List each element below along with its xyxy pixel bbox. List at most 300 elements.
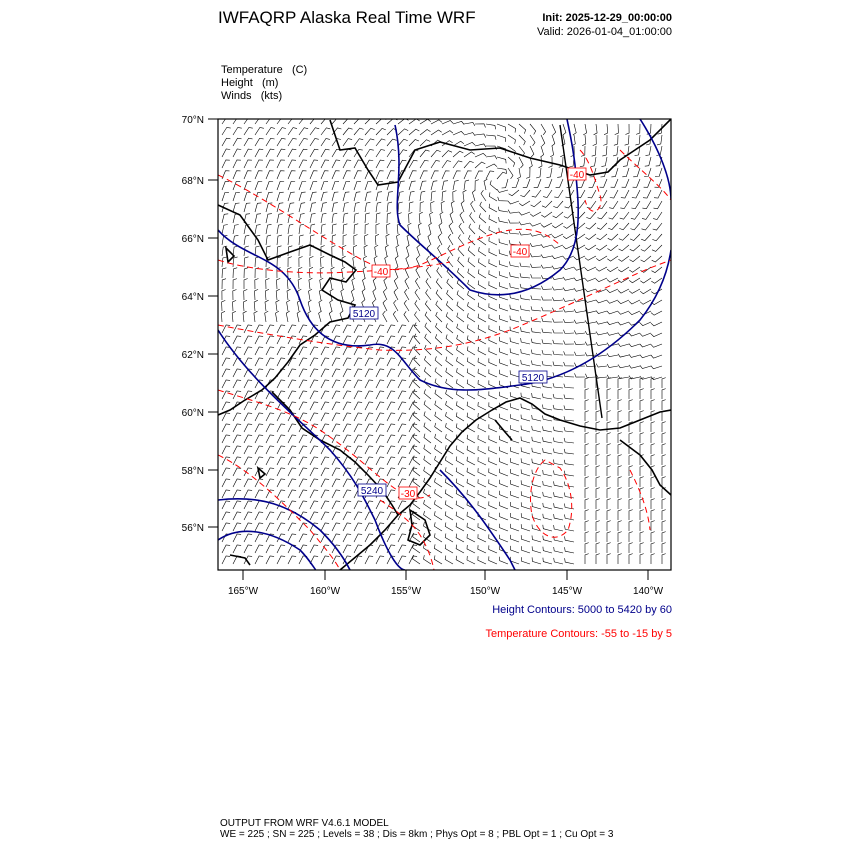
wind-barb: [387, 380, 395, 388]
wind-barb: [453, 161, 462, 168]
wind-barb: [222, 149, 230, 157]
wind-barb: [446, 357, 453, 366]
wind-barb: [543, 481, 552, 487]
wind-barb: [332, 181, 339, 190]
wind-barb: [554, 525, 563, 531]
wind-barb: [509, 240, 519, 245]
wind-barb: [478, 325, 486, 333]
wind-barb: [321, 224, 326, 234]
wind-barb: [376, 150, 385, 158]
wind-barb: [651, 543, 655, 553]
wind-barb: [574, 352, 585, 356]
wind-barb: [478, 391, 486, 399]
wind-barb: [468, 269, 475, 278]
wind-barb: [500, 469, 508, 476]
wind-barb: [543, 492, 552, 498]
wind-barb: [521, 513, 530, 520]
wind-barb: [543, 514, 552, 520]
wind-barb: [424, 445, 431, 454]
wind-barbs: [221, 117, 665, 564]
wind-barb: [467, 358, 475, 367]
wind-barb: [266, 138, 275, 146]
wind-barb: [277, 336, 285, 344]
wind-barb: [629, 488, 633, 498]
wind-barb: [277, 182, 284, 191]
wind-barb: [409, 435, 417, 443]
wind-barb: [424, 401, 431, 411]
wind-barb: [509, 261, 519, 267]
wind-barb: [596, 256, 607, 261]
wind-barb: [651, 344, 662, 347]
wind-barb: [386, 234, 390, 245]
wind-barb: [431, 160, 440, 168]
wind-barb: [321, 347, 329, 355]
wind-barb: [409, 347, 417, 355]
wind-barb: [596, 411, 600, 421]
wind-barb: [354, 380, 362, 388]
wind-barb: [365, 139, 374, 146]
wind-barb: [413, 422, 420, 432]
wind-barb: [435, 368, 442, 378]
wind-barb: [640, 400, 644, 410]
wind-barb: [640, 554, 644, 564]
wind-barb: [310, 545, 318, 553]
wind-barb: [429, 223, 432, 234]
wind-barb: [332, 424, 340, 432]
wind-barb: [431, 150, 441, 157]
wind-barb: [299, 192, 306, 201]
wind-barb: [418, 223, 421, 234]
wind-barb: [543, 190, 552, 198]
wind-barb: [456, 501, 464, 509]
wind-barb: [343, 160, 351, 168]
wind-barb: [332, 325, 340, 333]
wind-barb: [591, 157, 596, 167]
wind-barb: [467, 380, 475, 388]
wind-barb: [445, 523, 453, 532]
wind-barb: [299, 182, 306, 191]
wind-barb: [479, 213, 486, 223]
wind-barb: [563, 277, 574, 280]
wind-barb: [629, 477, 633, 487]
wind-barb: [541, 254, 552, 257]
wind-barb: [255, 556, 263, 564]
wind-barb: [585, 352, 596, 356]
wind-barb: [629, 543, 633, 553]
wind-barb: [244, 203, 250, 212]
wind-barb: [375, 234, 379, 245]
wind-barb: [596, 278, 607, 282]
wind-barb: [288, 490, 296, 498]
wind-barb: [365, 336, 373, 344]
wind-barb: [489, 556, 497, 564]
wind-barb: [425, 312, 431, 322]
wind-barb: [321, 457, 329, 465]
wind-barb: [629, 333, 640, 336]
wind-barb: [553, 201, 563, 208]
temperature-contour-label: [511, 245, 529, 258]
wind-barb: [233, 424, 241, 432]
wind-barb: [244, 192, 251, 201]
wind-barb: [640, 444, 644, 454]
wind-barb: [618, 400, 622, 410]
wind-barb: [288, 257, 292, 267]
wind-barb: [575, 373, 586, 377]
temperature-contour-label: [568, 168, 586, 181]
wind-barb: [446, 323, 453, 333]
wind-barb: [511, 546, 520, 553]
wind-barb: [343, 139, 352, 146]
wind-barb: [299, 117, 308, 124]
wind-barb: [398, 380, 406, 388]
wind-barb: [321, 117, 331, 124]
wind-barb: [277, 117, 286, 124]
wind-barb: [498, 197, 508, 201]
wind-barb: [332, 347, 340, 355]
wind-barb: [414, 323, 420, 333]
wind-barb: [554, 514, 563, 520]
wind-barb: [609, 212, 618, 219]
wind-barb: [585, 488, 589, 498]
wind-barb: [622, 168, 629, 177]
wind-barb: [604, 124, 608, 135]
wind-barb: [343, 235, 347, 245]
wind-barb: [456, 479, 464, 487]
wind-barb: [585, 521, 589, 531]
wind-barb: [542, 350, 552, 355]
wind-barb: [651, 444, 655, 454]
field-unit: (kts): [260, 90, 283, 102]
wind-barb: [426, 278, 431, 289]
wind-barb: [255, 268, 259, 278]
wind-barb: [445, 556, 453, 564]
wind-barb: [266, 380, 274, 388]
wind-barb: [321, 369, 329, 377]
temperature-contours-legend: Temperature Contours: -55 to -15 by 5: [485, 628, 672, 640]
wind-barb: [446, 301, 453, 311]
wind-barb: [255, 512, 263, 520]
wind-barb: [310, 213, 316, 223]
wind-barb: [467, 556, 475, 564]
wind-barb: [222, 225, 228, 235]
wind-barb: [641, 256, 651, 262]
wind-barb: [489, 347, 497, 355]
wind-barb: [310, 117, 320, 124]
wind-barb: [321, 181, 328, 190]
wind-barb: [486, 171, 494, 179]
wind-barb: [244, 446, 252, 454]
wind-barb: [299, 160, 307, 168]
wind-barb: [478, 402, 486, 410]
wind-barb: [607, 422, 611, 432]
wind-barb: [398, 446, 406, 454]
wind-barb: [354, 446, 362, 454]
wind-barb: [662, 400, 666, 410]
wind-barb: [651, 477, 655, 487]
wind-barb: [288, 192, 295, 201]
wind-barb: [266, 336, 274, 344]
wind-barb: [434, 544, 442, 553]
wind-barb: [519, 157, 523, 168]
wind-barb: [453, 191, 457, 202]
wind-barb: [434, 511, 442, 520]
wind-barb: [565, 547, 575, 553]
wind-barb: [299, 325, 307, 333]
wind-barb: [343, 523, 351, 531]
wind-barb: [453, 151, 463, 157]
wind-barb: [500, 480, 508, 487]
wind-barb: [573, 124, 576, 135]
wind-barb: [607, 499, 611, 509]
wind-barb: [397, 234, 400, 245]
wind-barb: [541, 223, 552, 227]
wind-barb: [540, 146, 543, 157]
wind-barb: [442, 131, 453, 135]
wind-barb: [419, 212, 423, 223]
wind-barb: [532, 503, 541, 509]
wind-barb: [321, 479, 329, 487]
wind-barb: [489, 204, 497, 212]
wind-barb: [553, 470, 563, 476]
wind-barb: [255, 128, 264, 136]
wind-barb: [618, 354, 629, 357]
wind-barb: [409, 446, 417, 454]
wind-barb: [457, 368, 465, 377]
wind-barb: [610, 190, 618, 198]
wind-barb: [341, 278, 344, 289]
wind-barb: [376, 413, 384, 421]
wind-barb: [553, 329, 563, 333]
wind-barb: [409, 202, 413, 212]
wind-barb: [320, 278, 324, 289]
wind-barb: [489, 391, 497, 399]
wind-barb: [596, 466, 600, 476]
wind-barb: [607, 532, 611, 542]
wind-barb: [445, 489, 453, 498]
wind-barb: [255, 545, 263, 553]
wind-barb: [603, 135, 607, 145]
wind-barb: [500, 524, 508, 531]
wind-barb: [288, 468, 296, 476]
wind-barb: [288, 523, 296, 531]
wind-barb: [607, 433, 611, 443]
wind-barb: [413, 456, 420, 465]
wind-barb: [553, 212, 563, 218]
wind-barb: [574, 341, 585, 345]
wind-barb: [332, 246, 336, 257]
wind-barb: [365, 424, 373, 432]
wind-barb: [354, 213, 359, 223]
wind-barb: [265, 311, 269, 322]
axis-ticks: [208, 119, 648, 580]
temperature-contour-lines: [218, 150, 671, 570]
wind-barb: [586, 234, 597, 240]
wind-barb: [456, 435, 464, 444]
wind-barb: [553, 351, 563, 355]
wind-barb: [521, 426, 530, 433]
wind-barb: [420, 191, 425, 201]
wind-barb: [321, 501, 329, 509]
wind-barb: [254, 311, 258, 322]
wind-barb: [543, 448, 552, 454]
wind-barb: [277, 446, 285, 454]
wind-barb: [500, 458, 508, 465]
wind-barb: [420, 202, 424, 212]
wind-barb: [596, 267, 607, 271]
wind-barb: [457, 313, 464, 322]
wind-barb: [297, 311, 300, 322]
wind-barb: [457, 291, 464, 301]
wind-barb: [266, 369, 274, 377]
wind-barb: [531, 306, 541, 311]
wind-barb: [385, 245, 388, 256]
wind-barb: [457, 268, 464, 278]
wind-barb: [607, 256, 618, 261]
wind-barb: [329, 311, 332, 322]
wind-barb: [489, 512, 497, 520]
wind-barb: [585, 411, 589, 421]
wind-barb: [512, 179, 519, 188]
wind-barb: [508, 168, 513, 179]
wind-barb: [244, 457, 252, 465]
wind-barb: [457, 324, 464, 333]
wind-barb: [343, 224, 347, 234]
wind-barb: [585, 455, 589, 465]
wind-barb: [510, 469, 519, 476]
wind-barb: [510, 480, 519, 487]
wind-barb: [332, 160, 340, 168]
wind-barb: [523, 179, 530, 187]
wind-barb: [596, 554, 600, 564]
x-tick-label: 140°W: [632, 586, 664, 597]
wind-barb: [233, 435, 241, 443]
wind-barb: [244, 490, 252, 498]
wind-barb: [640, 466, 644, 476]
wind-barb: [332, 213, 337, 223]
wind-barb: [436, 323, 443, 333]
wind-barb: [532, 459, 541, 465]
wind-barb: [343, 117, 353, 124]
wind-barb: [420, 181, 426, 190]
wind-barb: [442, 151, 452, 157]
wind-barb: [662, 378, 666, 388]
wind-barb: [613, 146, 618, 156]
wind-barb: [552, 223, 563, 228]
wind-barb: [585, 400, 589, 410]
wind-barb: [652, 256, 662, 262]
wind-barb: [445, 511, 453, 520]
wind-barb: [308, 300, 311, 311]
wind-barb: [424, 511, 431, 520]
x-axis-labels: [228, 586, 664, 597]
height-contour-label: [519, 371, 547, 384]
wind-barb: [521, 458, 530, 465]
wind-barb: [607, 267, 618, 272]
wind-barb: [489, 281, 497, 289]
wind-barb: [343, 358, 351, 366]
wind-barb: [618, 554, 622, 564]
wind-barb: [574, 267, 585, 270]
wind-barb: [343, 181, 350, 190]
wind-barb: [478, 380, 486, 388]
wind-barb: [376, 402, 384, 410]
wind-barb: [500, 491, 508, 498]
wind-barb: [376, 213, 380, 223]
wind-barb: [321, 380, 329, 388]
wind-barb: [564, 362, 574, 366]
wind-barb: [552, 135, 555, 146]
wind-barb: [517, 168, 521, 179]
wind-barb: [585, 532, 589, 542]
wind-barb: [288, 479, 296, 487]
wind-barb: [244, 127, 253, 135]
wind-barb: [541, 244, 552, 247]
svg-text:5120: 5120: [352, 309, 376, 320]
wind-barb: [521, 393, 530, 399]
wind-barb: [530, 223, 541, 226]
wind-barb: [425, 345, 431, 355]
wind-barb: [222, 413, 230, 421]
wind-barb: [467, 457, 475, 465]
wind-barb: [288, 128, 297, 135]
wind-barb: [376, 202, 381, 212]
wind-barb: [354, 325, 362, 333]
wind-barb: [521, 447, 530, 454]
wind-barb: [434, 533, 442, 542]
wind-barb: [618, 488, 622, 498]
wind-barb: [585, 389, 589, 399]
wind-barb: [510, 359, 519, 366]
wind-barb: [310, 479, 318, 487]
wind-barb: [557, 168, 563, 177]
wind-barb: [387, 325, 395, 333]
x-tick-label: 150°W: [469, 586, 501, 597]
wind-barb: [445, 467, 453, 476]
wind-barb: [244, 358, 252, 366]
wind-barb: [519, 212, 530, 215]
wind-barb: [321, 424, 329, 432]
wind-barb: [531, 350, 541, 355]
wind-barb: [532, 557, 541, 564]
wind-barb: [365, 358, 373, 366]
wind-barb: [277, 128, 286, 135]
wind-barb: [233, 413, 241, 421]
wind-barb: [310, 512, 318, 520]
wind-barb: [489, 468, 497, 476]
wind-barb: [398, 435, 406, 443]
wind-barb: [424, 367, 431, 377]
wind-barb: [607, 353, 618, 356]
wind-barb: [553, 405, 563, 410]
wind-barb: [445, 545, 453, 554]
wind-barb: [310, 256, 314, 267]
wind-barb: [406, 256, 409, 267]
wind-barb: [500, 337, 509, 344]
wind-barb: [563, 298, 574, 302]
wind-barb: [376, 435, 384, 443]
wind-barb: [222, 279, 226, 289]
wind-barb: [310, 358, 318, 366]
wind-barb: [288, 446, 296, 454]
wind-barb: [387, 160, 395, 168]
wind-barb: [266, 128, 275, 136]
wind-barb: [266, 149, 274, 157]
y-axis-labels: [182, 115, 204, 534]
wind-barb: [489, 457, 497, 465]
wind-barb: [445, 534, 453, 543]
wind-barb: [542, 201, 552, 207]
wind-barb: [575, 223, 585, 229]
